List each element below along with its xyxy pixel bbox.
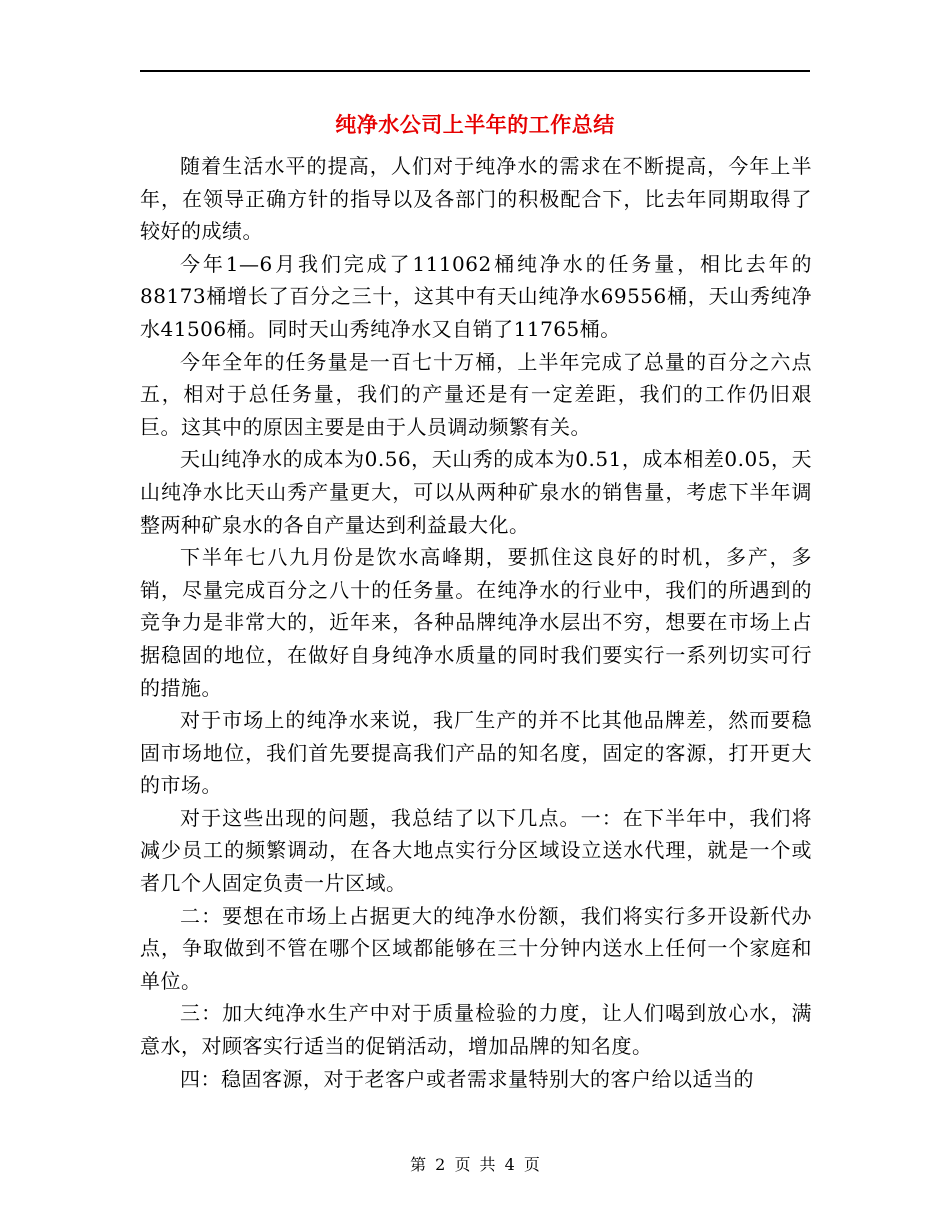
paragraph-output-figures: 今年1—6月我们完成了111062桶纯净水的任务量，相比去年的88173桶增长了百分之三十，这其中有天山纯净水69556桶，天山秀纯净水41506桶。同时天山秀纯净水又自销了11765桶。 — [140, 251, 812, 341]
paragraph-point-one: 对于这些出现的问题，我总结了以下几点。一：在下半年中，我们将减少员工的频繁调动，在各大地点实行分区域设立送水代理，就是一个或者几个人固定负责一片区域。 — [140, 805, 812, 896]
document-title: 纯净水公司上半年的工作总结 — [335, 113, 615, 137]
document-body — [140, 150, 812, 1095]
paragraph-intro: 随着生活水平的提高，人们对于纯净水的需求在不断提高，今年上半年，在领导正确方针的指导以及各部门的积极配合下，比去年同期取得了较好的成绩。 — [140, 154, 812, 244]
paragraph-point-two: 二：要想在市场上占据更大的纯净水份额，我们将实行多开设新代办点，争取做到不管在哪个区域都能够在三十分钟内送水上任何一个家庭和单位。 — [140, 903, 812, 993]
paragraph-cost: 天山纯净水的成本为0.56，天山秀的成本为0.51，成本相差0.05，天山纯净水比天山秀产量更大，可以从两种矿泉水的销售量，考虑下半年调整两种矿泉水的各自产量达到利益最大化。 — [140, 447, 812, 537]
page-number-footer: 第 2 页 共 4 页 — [410, 1155, 540, 1174]
header-rule — [140, 70, 810, 72]
paragraph-point-four: 四：稳固客源，对于老客户或者需求量特别大的客户给以适当的 — [180, 1066, 754, 1091]
paragraph-market: 对于市场上的纯净水来说，我厂生产的并不比其他品牌差，然而要稳固市场地位，我们首先要提高我们产品的知名度，固定的客源，打开更大的市场。 — [140, 708, 812, 798]
paragraph-annual-target: 今年全年的任务量是一百七十万桶，上半年完成了总量的百分之六点五，相对于总任务量，我们的产量还是有一定差距，我们的工作仍旧艰巨。这其中的原因主要是由于人员调动频繁有关。 — [140, 349, 812, 439]
paragraph-peak-season: 下半年七八九月份是饮水高峰期，要抓住这良好的时机，多产，多销，尽量完成百分之八十的任务量。在纯净水的行业中，我们的所遇到的竞争力是非常大的，近年来，各种品牌纯净水层出不穷，想要在市场上占据稳固的地位，在做好自身纯净水质量的同时我们要实行一系列切实可行的措施。 — [140, 545, 812, 700]
paragraph-point-three: 三：加大纯净水生产中对于质量检验的力度，让人们喝到放心水，满意水，对顾客实行适当的促销活动，增加品牌的知名度。 — [140, 1001, 812, 1059]
